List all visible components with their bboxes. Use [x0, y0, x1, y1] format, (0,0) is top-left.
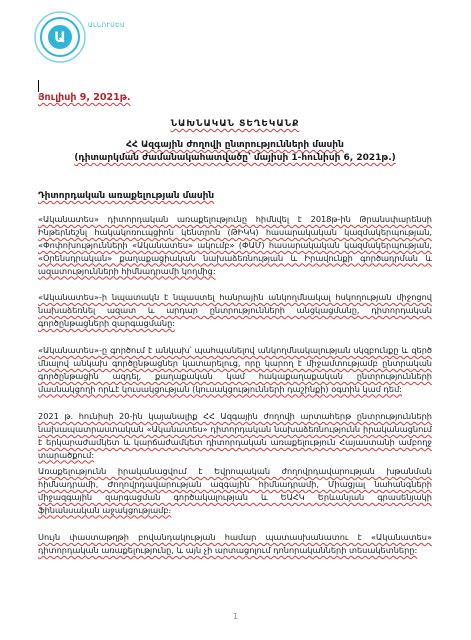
svg-text:Ա: Ա [54, 30, 66, 46]
document-subtitle-line2: (դիտարկման ժամանակահատվածը՝ մայիսի 1-հունիսի 6, 2021թ.) [74, 153, 396, 163]
paragraph: «Ականատես»-ը գործում է անկախ՝ պահպանելով անկողմնակալության սկզբունքը և զերծ մնալով անկախ գործընթացներ կատարելուց, որը կարող է միջամտությամբ ընտրական գործընթացին ազդել, քաղաքական կամ հակաքաղաքական ընտրությունների մասնակցողի որևէ կուսակցության (կուսակցությունների դաշինքի) օգտին կամ դեմ: [38, 345, 432, 394]
document-title: ՆԱԽՆԱԿԱՆ ՏԵՂԵԿԱՆՔ [170, 119, 300, 129]
document-date: Յուլիսի 9, 2021թ. [38, 92, 131, 103]
text-cursor [38, 80, 39, 92]
section-title: Դիտորդական առաքելության մասին [38, 191, 215, 201]
paragraph: Առաքելությունն իրականացվում է Եվրոպական ժողովրդավարության խթանման հիմնադրամի, Ժողովրդավարության ազգային հիմնադրամի, Միացյալ նահանգների միջազգային զարգացման գործակալության և ԵԱՀԿ Երևանյան գրասենյակի ֆինանսական աջակցությամբ։ [38, 466, 432, 515]
paragraph: 2021 թ. հունիսի 20-ին կայանալիք ՀՀ Ազգային ժողովի արտահերթ ընտրությունների նախապատրաստական «Ականատես» դիտորդական նախաձեռնությունն իրականացնում է երկարաժամկետ և կարճաժամկետ դիտորդական առաքելություն Հայաստանի ամբողջ տարածքում: [38, 411, 432, 460]
akanates-logo [34, 8, 124, 66]
paragraph: Սույն փաստաթղթի բովանդակության համար պատասխանատու է «Ականատես» դիտորդական առաքելությունը, և այն չի արտացոլում դոնորականների տեսակետները: [38, 532, 432, 555]
document-subtitle-line1: ՀՀ Ազգային ժողովի ընտրությունների մասին [126, 140, 344, 150]
paragraph: «Ականատես»-ի նպատակն է նպաստել հանրային անկողմնակալ հսկողության միջոցով նախաձեռնել ազատ և արդար ընտրությունների անցկացմանը, դիտորդական գործընթացների զարգացմանը: [38, 292, 432, 328]
page-number: 1 [232, 612, 239, 621]
paragraph: «Ականատես» դիտորդական առաքելությունը հիմնվել է 2018թ-ին Թրանսփարենսի Ինթերնեշնլ հակակոռուպցիոն կենտրոն (ԹԻԿԿ) հասարակական կազմակերպության, «Փոփոխությունների «Ականատես» ակումբ» (ՓԱՄ) հասարակական կազմակերպության, «Օրենսդրական» քաղաքացիական նախաձեռնության և Իրավունքի գործադրման և ազատությունների հիմնադրամի կողմից: [38, 214, 432, 276]
logo-wordmark: ԱԼՆՈՒՍԵՍ [88, 22, 125, 29]
